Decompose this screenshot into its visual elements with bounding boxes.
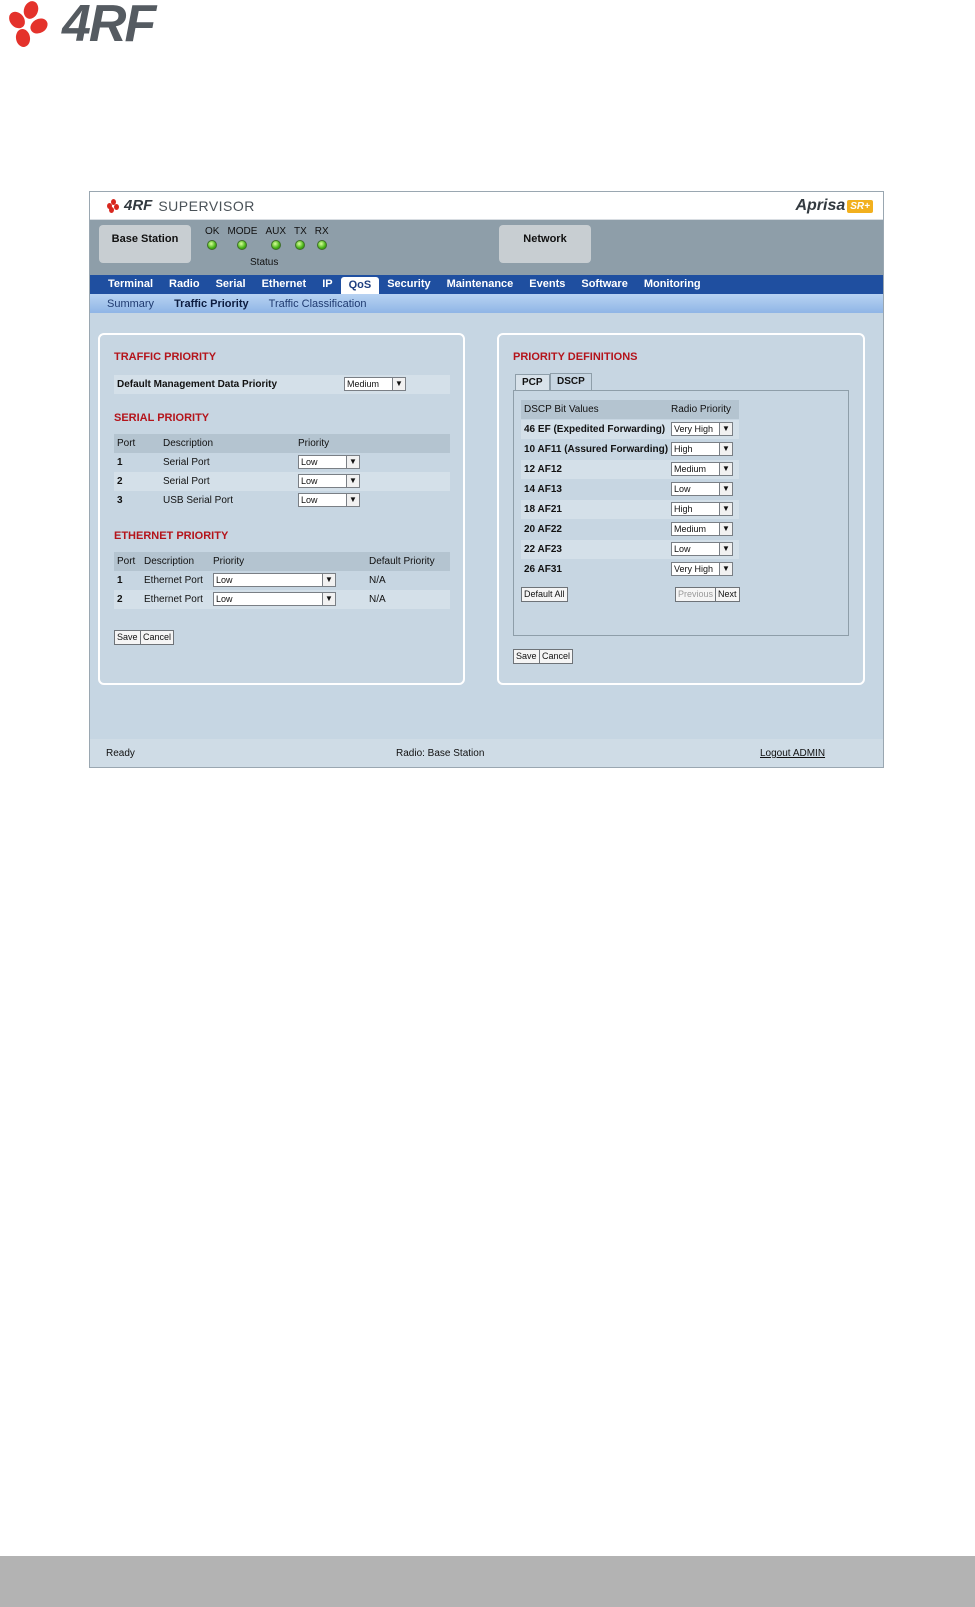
dscp-priority-select[interactable] [671, 522, 733, 536]
4rf-petals-icon [10, 1, 50, 47]
table-row [114, 571, 450, 590]
nav-security[interactable]: Security [387, 278, 431, 290]
led-mode-icon [237, 240, 247, 250]
table-row [521, 540, 739, 559]
nav-maintenance[interactable]: Maintenance [446, 278, 514, 290]
mgmt-priority-select[interactable] [344, 377, 406, 391]
default-priority: N/A [369, 594, 386, 605]
supervisor-window [89, 191, 884, 768]
col-description: Description [163, 438, 214, 449]
led-label: AUX [265, 226, 287, 237]
led-tx [294, 226, 307, 250]
chevron-down-icon: ▼ [719, 443, 732, 455]
title-bar [90, 192, 883, 220]
subnav-summary[interactable]: Summary [107, 297, 155, 310]
select-value: Very High [674, 564, 714, 574]
serial-priority-select[interactable] [298, 493, 360, 507]
dscp-bits: 46 EF (Expedited Forwarding) [524, 424, 666, 435]
port-number: 1 [117, 575, 123, 586]
aprisa-badge: SR+ [847, 200, 873, 213]
traffic-priority-title: TRAFFIC PRIORITY [114, 351, 217, 363]
save-button[interactable]: Save [513, 649, 540, 664]
nav-qos[interactable]: QoS [341, 277, 380, 294]
aprisa-name: Aprisa [795, 197, 846, 214]
col-radio-priority: Radio Priority [671, 404, 732, 415]
led-label: RX [314, 226, 329, 237]
select-value: Low [216, 575, 233, 585]
aprisa-logo [795, 197, 873, 215]
chevron-down-icon: ▼ [322, 593, 335, 605]
save-button[interactable]: Save [114, 630, 141, 645]
port-number: 2 [117, 476, 123, 487]
chevron-down-icon: ▼ [346, 494, 359, 506]
col-port: Port [117, 556, 136, 567]
status-band [90, 220, 883, 275]
4rf-mini-petals-icon [107, 199, 120, 212]
led-label: OK [205, 226, 220, 237]
network-box[interactable] [499, 225, 591, 263]
table-row [521, 520, 739, 539]
serial-priority-select[interactable] [298, 474, 360, 488]
subnav-traffic-priority[interactable]: Traffic Priority [174, 297, 249, 310]
dscp-priority-select[interactable] [671, 562, 733, 576]
brand-name: 4RF [124, 197, 153, 214]
chevron-down-icon: ▼ [719, 423, 732, 435]
chevron-down-icon: ▼ [719, 463, 732, 475]
serial-header-row [114, 434, 450, 453]
nav-serial[interactable]: Serial [215, 278, 246, 290]
document-logo-text: 4RF [62, 0, 155, 53]
logout-link[interactable]: Logout ADMIN [760, 748, 826, 759]
footer-status: Ready [106, 748, 135, 759]
led-aux-icon [271, 240, 281, 250]
led-rx [315, 226, 329, 250]
col-default-priority: Default Priority [369, 556, 435, 567]
port-number: 1 [117, 457, 123, 468]
table-row [521, 560, 739, 579]
select-value: Low [216, 594, 233, 604]
dscp-bits: 10 AF11 (Assured Forwarding) [524, 444, 669, 455]
ethernet-priority-select[interactable] [213, 592, 336, 606]
priority-definitions-panel [497, 333, 865, 685]
nav-ip[interactable]: IP [322, 278, 333, 290]
supervisor-logo [107, 197, 255, 214]
led-mode [227, 226, 257, 250]
select-value: Medium [347, 379, 380, 389]
led-label: MODE [227, 226, 258, 237]
dscp-bits: 12 AF12 [524, 464, 562, 475]
led-ok [205, 226, 219, 250]
station-box[interactable] [99, 225, 191, 263]
tab-dscp[interactable]: DSCP [550, 373, 592, 391]
select-value: Low [674, 544, 691, 554]
port-description: Serial Port [163, 457, 210, 468]
chevron-down-icon: ▼ [719, 543, 732, 555]
serial-priority-title: SERIAL PRIORITY [114, 412, 210, 424]
cancel-button[interactable]: Cancel [140, 630, 174, 645]
select-value: High [674, 504, 693, 514]
port-description: USB Serial Port [163, 495, 234, 506]
status-footer [90, 739, 883, 767]
sub-nav [90, 294, 883, 313]
port-description: Ethernet Port [144, 594, 203, 605]
chevron-down-icon: ▼ [346, 456, 359, 468]
chevron-down-icon: ▼ [346, 475, 359, 487]
table-row [521, 480, 739, 499]
dscp-header-row [521, 400, 739, 419]
led-label: TX [294, 226, 307, 237]
page-footer-bar [0, 1556, 975, 1607]
dscp-priority-select[interactable] [671, 502, 733, 516]
nav-events[interactable]: Events [529, 278, 566, 290]
select-value: Low [674, 484, 691, 494]
dscp-bits: 14 AF13 [524, 484, 562, 495]
nav-monitoring[interactable]: Monitoring [643, 278, 701, 290]
table-row [521, 500, 739, 519]
ethernet-priority-title: ETHERNET PRIORITY [114, 530, 229, 542]
dscp-priority-select[interactable] [671, 542, 733, 556]
select-value: Medium [674, 464, 707, 474]
chevron-down-icon: ▼ [719, 483, 732, 495]
table-row [114, 472, 450, 491]
nav-terminal[interactable]: Terminal [108, 278, 154, 290]
nav-radio[interactable]: Radio [169, 278, 200, 290]
table-row [114, 590, 450, 609]
port-description: Serial Port [163, 476, 210, 487]
port-number: 3 [117, 495, 123, 506]
dscp-priority-select[interactable] [671, 482, 733, 496]
dscp-bits: 18 AF21 [524, 504, 562, 515]
nav-ethernet[interactable]: Ethernet [261, 278, 307, 290]
priority-definitions-title: PRIORITY DEFINITIONS [513, 351, 638, 363]
ethernet-header-row [114, 552, 450, 571]
dscp-bits: 22 AF23 [524, 544, 562, 555]
col-port: Port [117, 438, 136, 449]
default-priority: N/A [369, 575, 386, 586]
led-tx-icon [295, 240, 305, 250]
default-all-button[interactable]: Default All [521, 587, 568, 602]
dscp-priority-select[interactable] [671, 422, 733, 436]
select-value: Low [301, 457, 318, 467]
chevron-down-icon: ▼ [719, 523, 732, 535]
port-number: 2 [117, 594, 123, 605]
select-value: Low [301, 476, 318, 486]
station-name: Base Station [111, 233, 179, 245]
status-leds [205, 226, 329, 250]
select-value: High [674, 444, 693, 454]
ethernet-priority-select[interactable] [213, 573, 336, 587]
table-row [114, 491, 450, 510]
dscp-priority-select[interactable] [671, 442, 733, 456]
footer-radio: Radio: Base Station [396, 748, 485, 759]
nav-software[interactable]: Software [581, 278, 628, 290]
chevron-down-icon: ▼ [719, 503, 732, 515]
next-button[interactable]: Next [715, 587, 740, 602]
led-rx-icon [317, 240, 327, 250]
select-value: Very High [674, 424, 714, 434]
mgmt-priority-label: Default Management Data Priority [117, 379, 278, 390]
chevron-down-icon: ▼ [719, 563, 732, 575]
select-value: Medium [674, 524, 707, 534]
led-ok-icon [207, 240, 217, 250]
chevron-down-icon: ▼ [392, 378, 405, 390]
network-label: Network [523, 233, 567, 245]
chevron-down-icon: ▼ [322, 574, 335, 586]
main-nav [90, 275, 883, 294]
status-caption: Status [250, 257, 279, 268]
col-dscp-bits: DSCP Bit Values [524, 404, 599, 415]
table-row [521, 440, 739, 459]
dscp-bits: 20 AF22 [524, 524, 562, 535]
cancel-button[interactable]: Cancel [539, 649, 573, 664]
product-name: SUPERVISOR [158, 197, 255, 214]
col-priority: Priority [213, 556, 245, 567]
previous-button[interactable]: Previous [675, 587, 716, 602]
tab-pcp[interactable]: PCP [515, 374, 550, 391]
table-row [521, 420, 739, 439]
dscp-bits: 26 AF31 [524, 564, 562, 575]
priority-settings-panel [98, 333, 465, 685]
port-description: Ethernet Port [144, 575, 203, 586]
col-description: Description [144, 556, 195, 567]
select-value: Low [301, 495, 318, 505]
table-row [521, 460, 739, 479]
subnav-traffic-classification[interactable]: Traffic Classification [268, 297, 367, 310]
mgmt-priority-row [114, 375, 450, 394]
col-priority: Priority [298, 438, 330, 449]
table-row [114, 453, 450, 472]
led-aux [265, 226, 286, 250]
serial-priority-select[interactable] [298, 455, 360, 469]
document-logo [10, 0, 155, 53]
dscp-priority-select[interactable] [671, 462, 733, 476]
